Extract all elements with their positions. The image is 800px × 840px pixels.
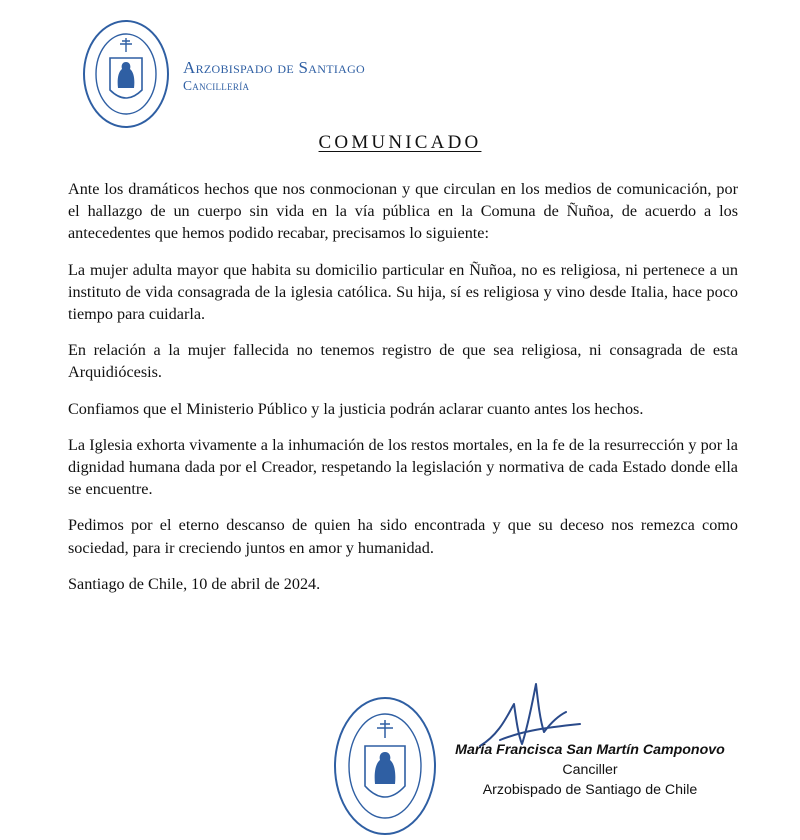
signatory-role: Canciller bbox=[562, 762, 618, 778]
signatory-institution: Arzobispado de Santiago de Chile bbox=[482, 782, 698, 798]
date-line: Santiago de Chile, 10 de abril de 2024. bbox=[68, 574, 321, 593]
paragraph-4: Confiamos que el Ministerio Público y la justicia podrán aclarar cuanto antes los hechos. bbox=[68, 399, 644, 418]
page-title: COMUNICADO bbox=[318, 132, 482, 153]
signature-block bbox=[420, 740, 760, 800]
letterhead-institution: Arzobispado de Santiago bbox=[183, 58, 366, 77]
paragraph-3: En relación a la mujer fallecida no tenemos registro de que sea religiosa, ni consagrada de esta Arquidiócesis. bbox=[68, 341, 738, 382]
letterhead-office: Cancillería bbox=[183, 78, 250, 93]
archdiocese-seal-top bbox=[80, 14, 172, 130]
paragraph-5: La Iglesia exhorta vivamente a la inhumación de los restos mortales, en la fe de la resurrección y por la dignidad humana dada por el Creador, respetando la legislación y normativa de cada Estado donde ella se encuentre. bbox=[68, 435, 738, 499]
paragraph-1: Ante los dramáticos hechos que nos conmocionan y que circulan en los medios de comunicación, por el hallazgo de un cuerpo sin vida en la vía pública en la Comuna de Ñuñoa, de acuerdo a los antecedentes que hemos podido recabar, precisamos lo siguiente: bbox=[68, 180, 738, 243]
paragraph-6: Pedimos por el eterno descanso de quien ha sido encontrada y que su deceso nos remezca como sociedad, para ir creciendo juntos en amor y humanidad. bbox=[68, 516, 738, 557]
communique-body bbox=[68, 178, 738, 609]
letterhead bbox=[183, 58, 365, 94]
paragraph-2: La mujer adulta mayor que habita su domicilio particular en Ñuñoa, no es religiosa, ni pertenece a un instituto de vida consagrada de la iglesia católica. Su hija, sí es religiosa y vino desde Italia, hace poco tiempo para cuidarla. bbox=[68, 260, 738, 324]
signatory-name: María Francisca San Martín Camponovo bbox=[455, 742, 725, 758]
